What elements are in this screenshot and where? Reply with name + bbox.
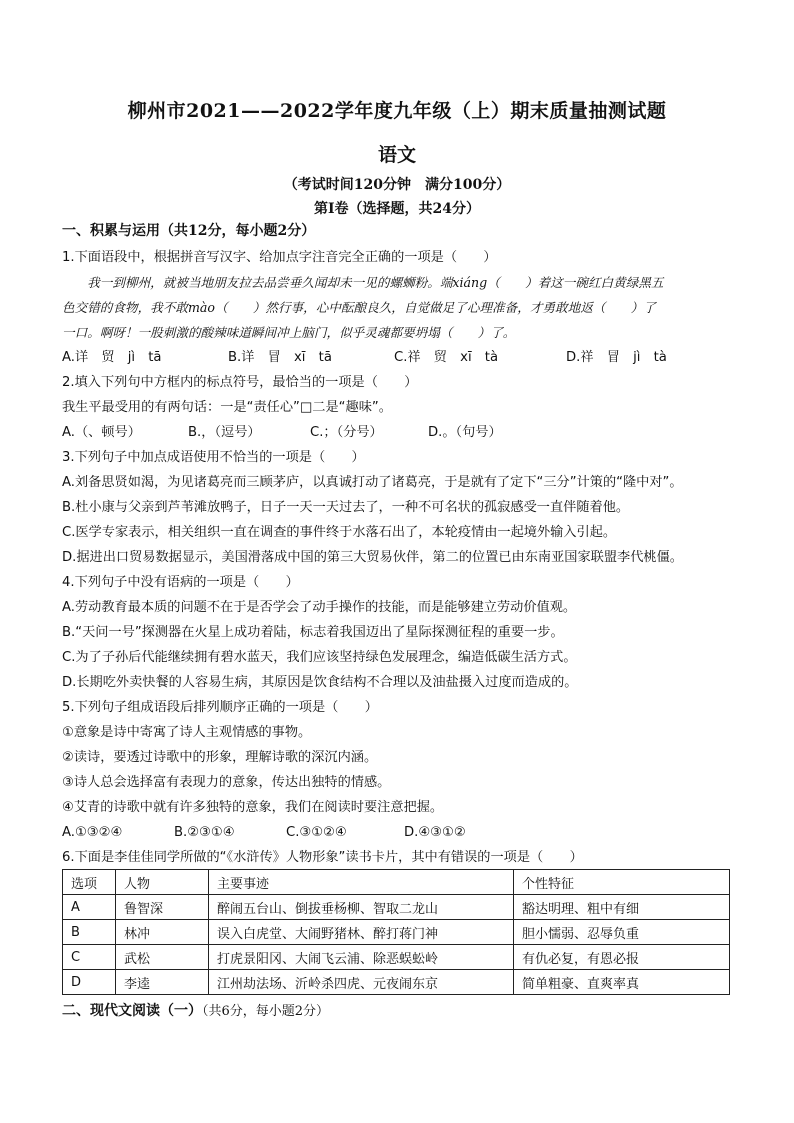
q5-item: ①意象是诗中寄寓了诗人主观情感的事物。 bbox=[62, 725, 312, 740]
table-cell: 林冲 bbox=[116, 920, 209, 945]
q5-item: ②读诗，要透过诗歌中的形象，理解诗歌的深沉内涵。 bbox=[62, 750, 378, 765]
q1-passage-line: 我一到柳州，就被当地朋友拉去品尝垂久闻却未一见的螺蛳粉。端xiáng（ ）着这一碗红白黄绿黑五 bbox=[62, 275, 664, 290]
exam-title: 柳州市2021——2022学年度九年级（上）期末质量抽测试题 bbox=[127, 100, 667, 122]
table-cell: 打虎景阳冈、大闹飞云浦、除恶蜈蚣岭 bbox=[209, 945, 514, 970]
q3-option-b[interactable]: B.杜小康与父亲到芦苇滩放鸭子，日子一天一天过去了，一种不可名状的孤寂感受一直伴随着他。 bbox=[62, 500, 630, 515]
table-cell: B bbox=[63, 920, 116, 945]
table-cell: C bbox=[63, 945, 116, 970]
subject-title: 语文 bbox=[377, 144, 416, 166]
table-row[interactable] bbox=[63, 970, 730, 995]
table-cell: 武松 bbox=[116, 945, 209, 970]
volume-title: 第Ⅰ卷（选择题，共24分） bbox=[313, 201, 481, 217]
q5-item: ④艾青的诗歌中就有许多独特的意象，我们在阅读时要注意把握。 bbox=[62, 800, 444, 815]
table-cell: 李逵 bbox=[116, 970, 209, 995]
q5-option-c[interactable]: C.③①②④ bbox=[286, 825, 347, 840]
q5-option-d[interactable]: D.④③①② bbox=[404, 825, 466, 840]
q5-stem: 5.下列句子组成语段后排列顺序正确的一项是（ ） bbox=[62, 700, 378, 715]
q1-passage-line: 色交错的食物，我不敢mào（ ）然行事，心中酝酿良久，自觉做足了心理准备，才勇敢地返（ ）了 bbox=[62, 300, 656, 315]
q2-option-c[interactable]: C.；（分号） bbox=[310, 425, 383, 440]
table-header-row bbox=[63, 870, 730, 895]
table-row[interactable] bbox=[63, 945, 730, 970]
q3-stem: 3.下列句子中加点成语使用不恰当的一项是（ ） bbox=[62, 450, 365, 465]
q4-option-c[interactable]: C.为了子孙后代能继续拥有碧水蓝天，我们应该坚持绿色发展理念，编造低碳生活方式。 bbox=[62, 650, 577, 665]
q1-option-c[interactable]: C.祥 贸 xī tà bbox=[394, 350, 499, 365]
table-cell: 醉闹五台山、倒拔垂杨柳、智取二龙山 bbox=[209, 895, 514, 920]
q3-option-a[interactable]: A.刘备思贤如渴，为见诸葛亮而三顾茅庐，以真诚打动了诸葛亮，于是就有了定下“三分”计策的“隆中对”。 bbox=[62, 475, 683, 490]
q3-option-d[interactable]: D.据进出口贸易数据显示，美国滑落成中国的第三大贸易伙伴，第二的位置已由东南亚国家联盟李代桃僵。 bbox=[62, 550, 683, 565]
q5-option-a[interactable]: A.①③②④ bbox=[62, 825, 123, 840]
exam-info: （考试时间120分钟 满分100分） bbox=[283, 177, 511, 193]
section-2-heading: 二、现代文阅读（一） bbox=[62, 1003, 202, 1019]
q4-option-a[interactable]: A.劳动教育最本质的问题不在于是否学会了动手操作的技能，而是能够建立劳动价值观。 bbox=[62, 600, 577, 615]
q1-option-a[interactable]: A.详 贸 jì tā bbox=[62, 350, 162, 365]
table-cell: 豁达明理、粗中有细 bbox=[514, 895, 730, 920]
table-cell: D bbox=[63, 970, 116, 995]
character-table bbox=[62, 869, 730, 995]
table-row[interactable] bbox=[63, 920, 730, 945]
table-cell: 简单粗豪、直爽率真 bbox=[514, 970, 730, 995]
q2-options bbox=[62, 424, 742, 442]
table-cell: 有仇必复，有恩必报 bbox=[514, 945, 730, 970]
q5-option-b[interactable]: B.②③①④ bbox=[174, 825, 235, 840]
q2-option-a[interactable]: A.（、顿号） bbox=[62, 425, 141, 440]
q5-item: ③诗人总会选择富有表现力的意象，传达出独特的情感。 bbox=[62, 775, 391, 790]
q2-sentence: 我生平最受用的有两句话：一是“责任心”□二是“趣味”。 bbox=[62, 400, 392, 415]
table-header-cell: 选项 bbox=[63, 870, 116, 895]
q4-option-b[interactable]: B.“天问一号”探测器在火星上成功着陆，标志着我国迈出了星际探测征程的重要一步。 bbox=[62, 625, 564, 640]
table-cell: 鲁智深 bbox=[116, 895, 209, 920]
q2-stem: 2.填入下列句中方框内的标点符号，最恰当的一项是（ ） bbox=[62, 375, 418, 390]
table-cell: 胆小懦弱、忍辱负重 bbox=[514, 920, 730, 945]
table-cell: 误入白虎堂、大闹野猪林、醉打蒋门神 bbox=[209, 920, 514, 945]
table-row[interactable] bbox=[63, 895, 730, 920]
section-2-note: （共6分，每小题2分） bbox=[202, 1004, 330, 1019]
q4-option-d[interactable]: D.长期吃外卖快餐的人容易生病，其原因是饮食结构不合理以及油盐摄入过度而造成的。 bbox=[62, 675, 578, 690]
table-header-cell: 个性特征 bbox=[514, 870, 730, 895]
q6-stem: 6.下面是李佳佳同学所做的“《水浒传》人物形象”读书卡片，其中有错误的一项是（ ） bbox=[62, 850, 583, 865]
q2-option-d[interactable]: D.。（句号） bbox=[428, 425, 502, 440]
q1-option-d[interactable]: D.祥 冒 jì tà bbox=[566, 350, 667, 365]
q1-stem: 1.下面语段中，根据拼音写汉字、给加点字注音完全正确的一项是（ ） bbox=[62, 250, 497, 265]
q1-option-b[interactable]: B.详 冒 xī tā bbox=[228, 350, 332, 365]
q5-options bbox=[62, 824, 742, 842]
table-header-cell: 人物 bbox=[116, 870, 209, 895]
q1-passage-line: 一口。啊呀！一股刺激的酸辣味道瞬间冲上脑门，似乎灵魂都要坍塌（ ）了。 bbox=[62, 325, 516, 340]
table-cell: A bbox=[63, 895, 116, 920]
section-1-title: 一、积累与运用（共12分，每小题2分） bbox=[62, 223, 316, 239]
q4-stem: 4.下列句子中没有语病的一项是（ ） bbox=[62, 575, 299, 590]
q3-option-c[interactable]: C.医学专家表示，相关组织一直在调查的事件终于水落石出了，本轮疫情由一起境外输入引起。 bbox=[62, 525, 617, 540]
table-cell: 江州劫法场、沂岭杀四虎、元夜闹东京 bbox=[209, 970, 514, 995]
section-2-title bbox=[62, 1002, 742, 1021]
q2-option-b[interactable]: B.，（逗号） bbox=[188, 425, 261, 440]
table-header-cell: 主要事迹 bbox=[209, 870, 514, 895]
q1-options bbox=[62, 349, 742, 367]
